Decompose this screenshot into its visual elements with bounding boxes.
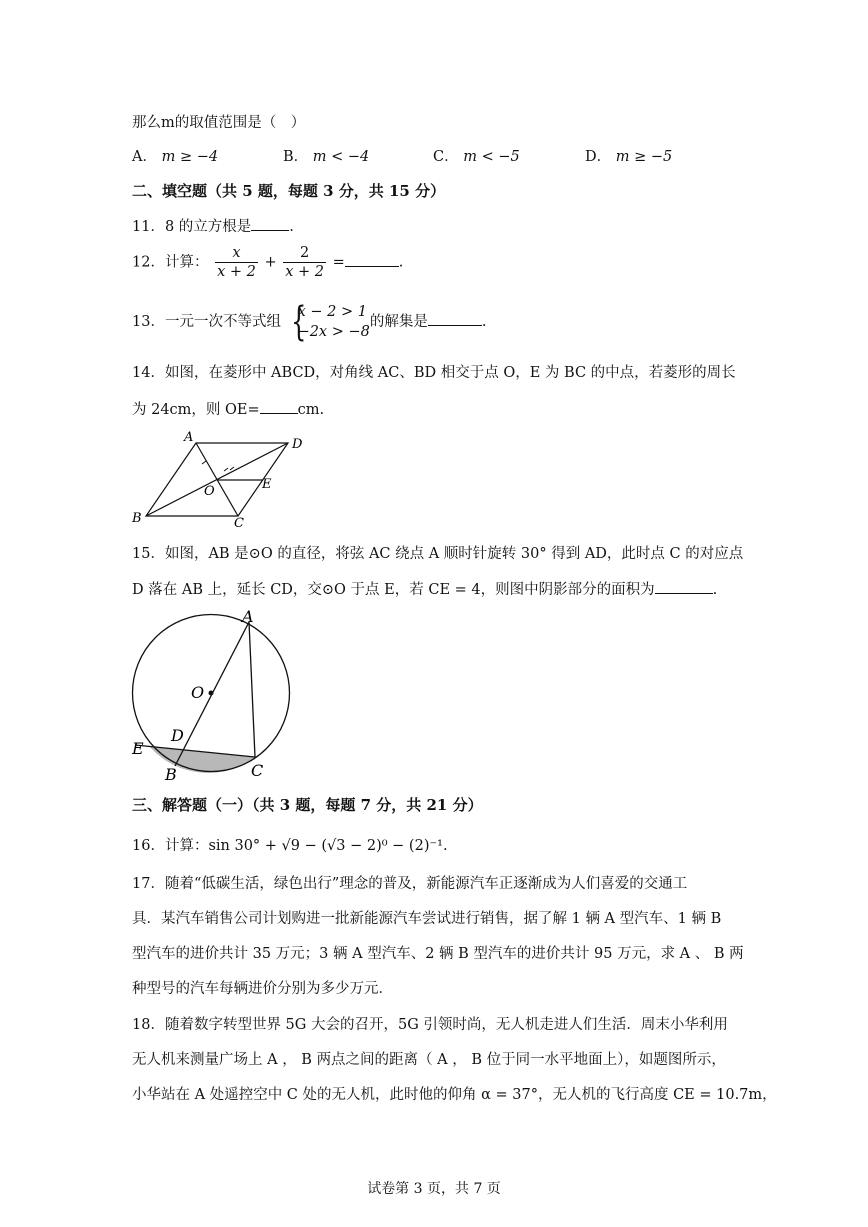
fraction-2: [283, 244, 326, 281]
equals-sign: =: [332, 254, 345, 271]
circle-figure: [125, 604, 300, 784]
question-text: cm.: [297, 402, 325, 418]
denominator: x + 2: [217, 264, 256, 280]
option-b: [283, 147, 369, 167]
answer-blank: [345, 252, 399, 267]
rhombus-figure: [128, 428, 308, 528]
question-13: [132, 299, 487, 345]
label-a: A: [242, 607, 254, 626]
punctuation: .: [289, 219, 294, 235]
denominator: x + 2: [285, 264, 324, 280]
option-text: m ≥ −5: [615, 149, 673, 165]
option-letter: D．: [585, 149, 612, 165]
label-b: B: [132, 511, 142, 526]
tick-mark: [202, 461, 206, 464]
option-d: [585, 147, 672, 167]
label-d: D: [171, 726, 184, 745]
punctuation: .: [481, 314, 487, 330]
label-c: C: [251, 761, 264, 780]
question-17-line: 17．随着“低碳生活，绿色出行”理念的普及，新能源汽车正逐渐成为人们喜爱的交通工: [132, 876, 688, 892]
tick-mark: [230, 467, 234, 470]
math-expression: sin 30° + √9 − (√3 − 2)⁰ − (2)⁻¹: [208, 838, 443, 854]
punctuation: .: [442, 838, 448, 854]
question-text: 计算：: [164, 254, 209, 271]
option-text: m < −4: [312, 149, 370, 165]
question-18-line: 18．随着数字转型世界 5G 大会的召开，5G 引领时尚，无人机走进人们生活．周末小华利用: [132, 1017, 728, 1033]
question-text: 一元一次不等式组: [164, 314, 281, 330]
section-2-heading: 二、填空题（共 5 题，每题 3 分，共 15 分）: [132, 182, 446, 200]
punctuation: .: [712, 582, 718, 598]
question-15-line-2: [132, 579, 717, 600]
option-letter: B．: [283, 149, 309, 165]
option-letter: A．: [132, 149, 157, 165]
question-18-line: 小华站在 A 处遥控空中 C 处的无人机，此时他的仰角 α = 37°，无人机的飞行高度 CE = 10.7m，: [132, 1087, 777, 1103]
question-17-line: 具．某汽车销售公司计划购进一批新能源汽车尝试进行销售，据了解 1 辆 A 型汽车、1 辆 B: [132, 911, 722, 927]
question-text: 计算：: [164, 838, 209, 854]
numerator: 2: [283, 244, 326, 263]
section-3-heading: 三、解答题（一）（共 3 题，每题 7 分，共 21 分）: [132, 796, 483, 814]
inequality-row: −2x > −8: [297, 324, 370, 340]
numerator: x: [215, 244, 258, 263]
question-number: 11．: [132, 219, 165, 235]
label-o: O: [204, 484, 215, 499]
answer-blank: [655, 579, 713, 594]
question-11: [132, 216, 294, 237]
question-number: 12．: [132, 254, 165, 271]
label-e: E: [132, 739, 144, 758]
question-14-line-2: [132, 399, 324, 420]
answer-blank: [428, 311, 482, 326]
label-a: A: [184, 430, 194, 445]
option-letter: C．: [433, 149, 459, 165]
option-c: [433, 147, 520, 167]
answer-blank: [251, 216, 289, 231]
option-text: m ≥ −4: [161, 149, 219, 165]
chord-ac: [249, 622, 255, 757]
question-text: 的解集是: [369, 314, 428, 330]
inequality-system: [286, 299, 370, 345]
question-text: 为 24cm，则 OE=: [132, 402, 260, 418]
label-c: C: [234, 516, 244, 528]
center-point: [209, 691, 214, 696]
option-a: [132, 147, 218, 167]
punctuation: .: [398, 254, 404, 271]
question-17-line: 种型号的汽车每辆进价分别为多少万元．: [132, 981, 393, 997]
brace-icon: {: [290, 299, 306, 345]
inequality-row: x − 2 > 1: [297, 304, 367, 320]
question-10-tail: 那么m的取值范围是（ ）: [132, 115, 306, 131]
label-o: O: [191, 683, 205, 702]
answer-blank: [260, 399, 298, 414]
tick-mark: [224, 468, 228, 471]
question-12: [132, 244, 403, 281]
question-text: 8 的立方根是: [164, 219, 252, 235]
label-b: B: [165, 765, 177, 784]
question-17-line: 型汽车的进价共计 35 万元；3 辆 A 型汽车、2 辆 B 型汽车的进价共计 95 万元，求 A 、 B 两: [132, 946, 744, 962]
question-14-line-1: 14．如图，在菱形中 ABCD，对角线 AC、BD 相交于点 O，E 为 BC 的中点，若菱形的周长: [132, 365, 736, 381]
question-number: 13．: [132, 314, 165, 330]
question-15-line-1: 15．如图，AB 是⊙O 的直径，将弦 AC 绕点 A 顺时针旋转 30° 得到 AD，此时点 C 的对应点: [132, 546, 744, 562]
question-16: [132, 836, 448, 856]
fraction-1: [215, 244, 258, 281]
label-e: E: [262, 477, 272, 492]
question-text: D 落在 AB 上，延长 CD，交⊙O 于点 E，若 CE = 4，则图中阴影部分的面积为: [132, 582, 655, 598]
question-number: 16．: [132, 838, 165, 854]
plus-sign: +: [264, 254, 277, 271]
option-text: m < −5: [463, 149, 520, 165]
page-footer: 试卷第 3 页，共 7 页: [367, 1181, 501, 1197]
label-d: D: [292, 437, 303, 452]
question-18-line: 无人机来测量广场上 A ， B 两点之间的距离（ A ， B 位于同一水平地面上），如题图所示，: [132, 1052, 726, 1068]
